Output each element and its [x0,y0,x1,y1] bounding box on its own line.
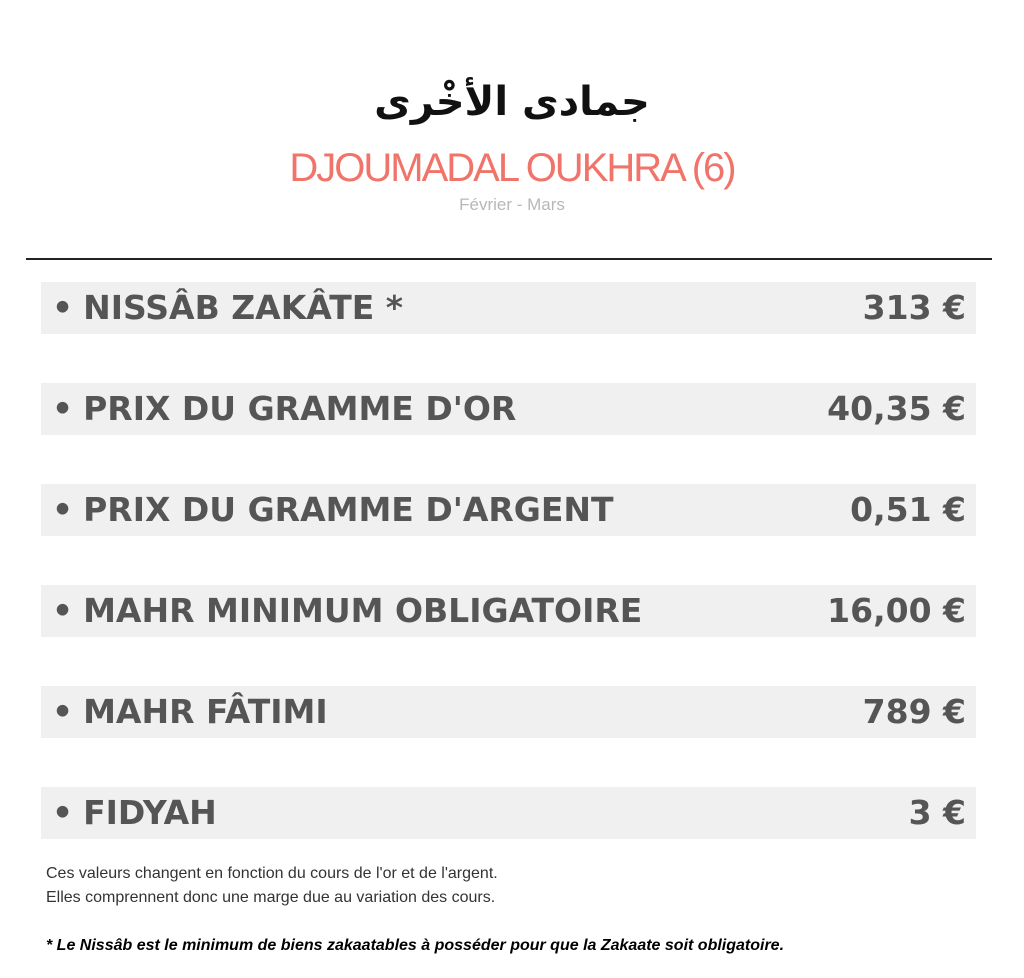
month-title: DJOUMADAL OUKHRA (6) [289,146,735,190]
bullet-icon: • [52,490,74,529]
row-fidyah [41,787,976,839]
row-label-text: PRIX DU GRAMME D'ARGENT [83,490,614,529]
bullet-icon: • [52,389,74,428]
header-divider [26,258,992,260]
row-label [52,282,403,334]
row-nissab-zakate [41,282,976,334]
values-list [41,282,976,888]
row-label-text: MAHR MINIMUM OBLIGATOIRE [83,591,643,630]
note-line-2: Elles comprennent donc une marge due au variation des cours. [46,889,496,906]
bullet-icon: • [52,288,74,327]
row-value: 3 € [908,793,966,832]
row-mahr-fatimi [41,686,976,738]
row-label [52,787,217,839]
row-label-text: NISSÂB ZAKÂTE * [83,288,404,327]
row-label-text: MAHR FÂTIMI [83,692,328,731]
footnote: * Le Nissâb est le minimum de biens zakaatables à posséder pour que la Zakaate soit obligatoire. [46,937,785,954]
row-value: 789 € [862,692,966,731]
month-period: Février - Mars [459,195,565,214]
row-value: 40,35 € [827,389,966,428]
notes [46,862,976,910]
bullet-icon: • [52,692,74,731]
row-prix-argent [41,484,976,536]
bullet-icon: • [52,793,74,832]
row-label [52,484,614,536]
row-mahr-minimum [41,585,976,637]
row-value: 16,00 € [827,591,966,630]
row-label-text: PRIX DU GRAMME D'OR [83,389,517,428]
note-line-1: Ces valeurs changent en fonction du cours de l'or et de l'argent. [46,865,498,882]
row-label [52,383,516,435]
bullet-icon: • [52,591,74,630]
row-value: 313 € [862,288,966,327]
row-label-text: FIDYAH [83,793,217,832]
row-label [52,686,328,738]
row-value: 0,51 € [850,490,966,529]
row-label [52,585,642,637]
row-prix-or [41,383,976,435]
arabic-month-title: جمادى الأخْرى [374,79,650,125]
